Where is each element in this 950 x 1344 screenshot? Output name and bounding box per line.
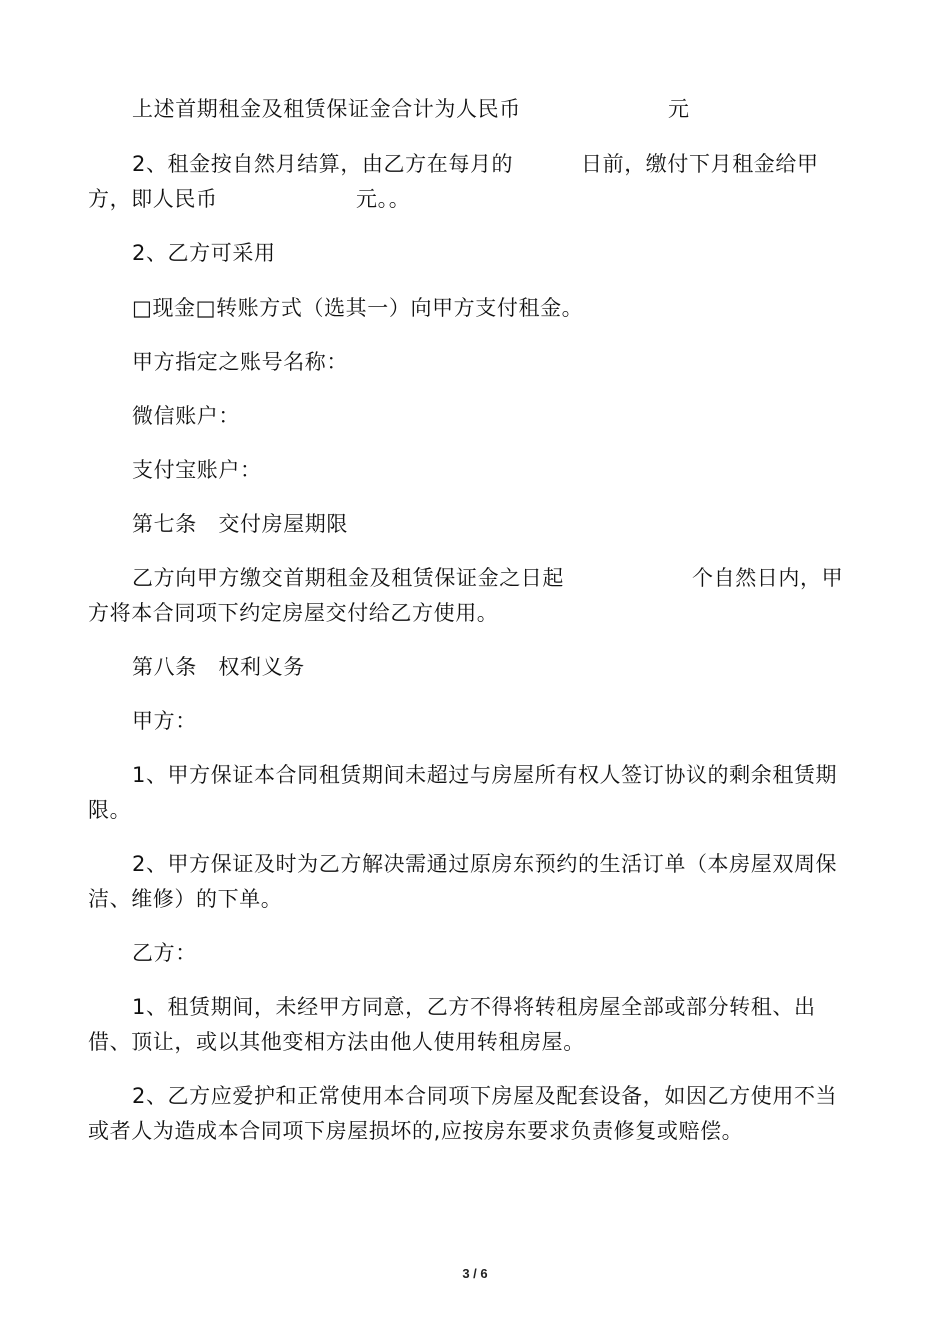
text-line: 个自然日内，甲 xyxy=(692,566,844,590)
text-line: 微信账户： xyxy=(132,404,240,428)
text-line: 元。。 xyxy=(356,187,411,211)
text-line: 2、乙方可采用 xyxy=(132,241,276,265)
text-line: 日前，缴付下月租金给甲 xyxy=(581,152,819,176)
text-line: 2、乙方应爱护和正常使用本合同项下房屋及配套设备，如因乙方使用不当 xyxy=(132,1084,838,1108)
section-heading: 第七条 交付房屋期限 xyxy=(132,512,348,536)
text-line: 2、租金按自然月结算，由乙方在每月的 xyxy=(132,152,514,176)
section-heading: 第八条 权利义务 xyxy=(132,655,305,679)
text-line: 洁、维修）的下单。 xyxy=(88,887,283,911)
text-line: 上述首期租金及租赁保证金合计为人民币 xyxy=(132,97,521,121)
text-line: 2、甲方保证及时为乙方解决需通过原房东预约的生活订单（本房屋双周保 xyxy=(132,852,838,876)
text-line: 方，即人民币 xyxy=(88,187,218,211)
text-line: 乙方： xyxy=(132,941,197,965)
text-line: 1、租赁期间，未经甲方同意，乙方不得将转租房屋全部或部分转租、出 xyxy=(132,995,816,1019)
text-line: 借、顶让，或以其他变相方法由他人使用转租房屋。 xyxy=(88,1030,585,1054)
text-line: 或者人为造成本合同项下房屋损坏的,应按房东要求负责修复或赔偿。 xyxy=(88,1119,744,1143)
text-line: 1、甲方保证本合同租赁期间未超过与房屋所有权人签订协议的剩余租赁期 xyxy=(132,763,838,787)
text-line: 元 xyxy=(668,97,690,121)
text-line: 限。 xyxy=(88,798,132,822)
text-line: 甲方： xyxy=(132,709,197,733)
text-line: 甲方指定之账号名称： xyxy=(132,350,348,374)
page-indicator: 3 / 6 xyxy=(462,1266,488,1281)
text-line: 乙方向甲方缴交首期租金及租赁保证金之日起 xyxy=(132,566,564,590)
text-line: 支付宝账户： xyxy=(132,458,262,482)
text-line: □现金□转账方式（选其一）向甲方支付租金。 xyxy=(132,296,584,320)
text-line: 方将本合同项下约定房屋交付给乙方使用。 xyxy=(88,601,499,625)
